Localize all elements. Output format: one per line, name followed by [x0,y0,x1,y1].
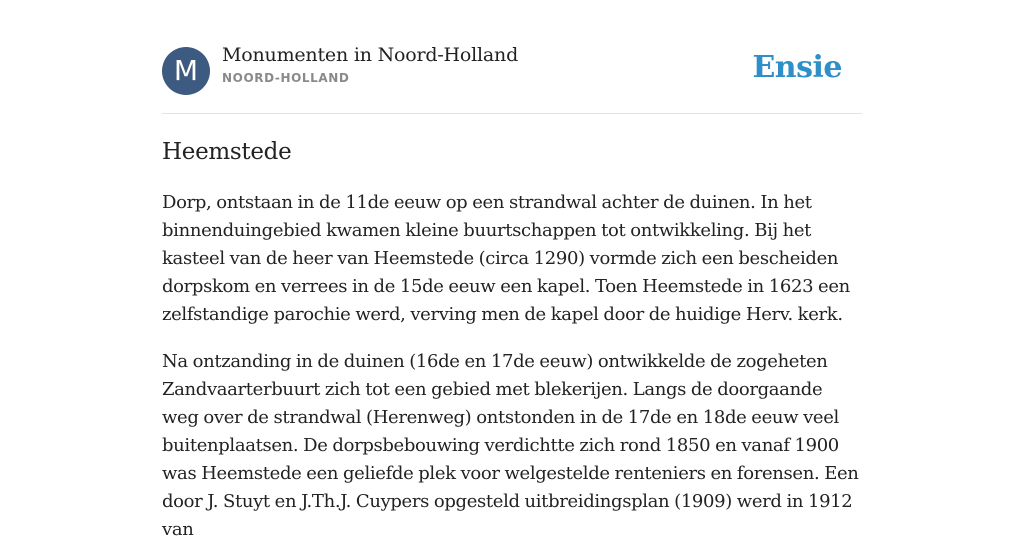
brand-logo-link[interactable]: Ensie [752,50,842,85]
article-paragraph: Dorp, ontstaan in de 11de eeuw op een strandwal achter de duinen. In het binnenduingebied kwamen kleine buurtschappen tot ontwikkeling. Bij het kasteel van de heer van Heemstede (circa 1290) vormde zich een bescheiden dorpskom en verrees in de 15de eeuw een kapel. Toen Heemstede in 1623 een zelfstandige parochie werd, verving men de kapel door de huidige Herv. kerk. [162,192,850,325]
page-title: Heemstede [162,139,292,165]
page-container [162,0,862,544]
site-title-block [222,44,518,85]
article-paragraph: Na ontzanding in de duinen (16de en 17de eeuw) ontwikkelde de zogeheten Zandvaarterbuurt zich tot een gebied met blekerijen. Langs de doorgaande weg over de strandwal (Herenweg) ontstonden in de 17de en 18de eeuw veel buitenplaatsen. De dorpsbebouwing verdichtte zich rond 1850 en vanaf 1900 was Heemstede een geliefde plek voor welgestelde renteniers en forensen. Een door J. Stuyt en J.Th.J. Cuypers opgesteld uitbreidingsplan (1909) werd in 1912 van [162,351,859,540]
site-subtitle: NOORD-HOLLAND [222,71,350,85]
site-title-link[interactable]: Monumenten in Noord-Holland [222,44,519,66]
site-header [162,0,862,114]
avatar[interactable]: M [162,47,210,95]
